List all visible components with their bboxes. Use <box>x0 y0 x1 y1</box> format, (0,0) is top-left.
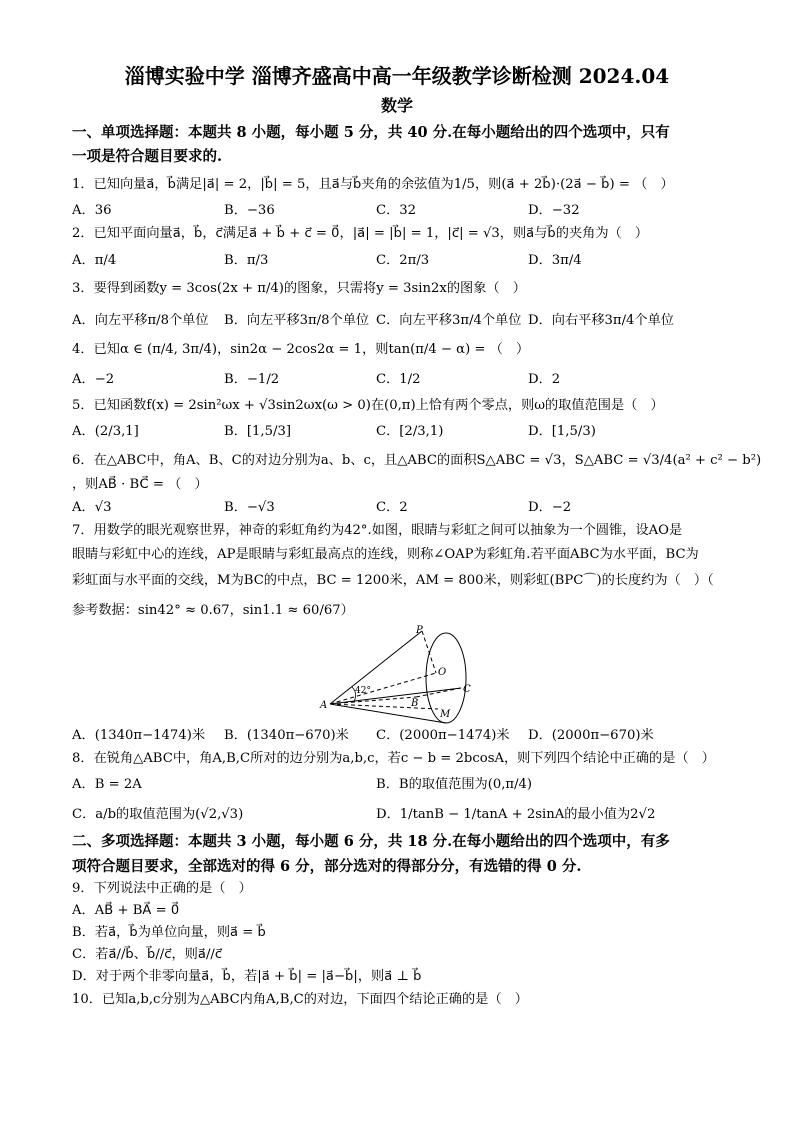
q6-option-c: C．2 <box>376 500 408 515</box>
label-b: B <box>411 698 419 709</box>
q2-stem: 2．已知平面向量a⃗，b⃗，c⃗满足a⃗ + b⃗ + c⃗ = 0⃗，|a⃗| = |b⃗| = 1，|c⃗| = √3，则a⃗与b⃗的夹角为（ ） <box>72 226 649 241</box>
q1-option-b: B．−36 <box>224 203 275 218</box>
q8-option-b: B．B的取值范围为(0,π/4) <box>376 777 533 792</box>
q10-stem: 10．已知a,b,c分别为△ABC内角A,B,C的对边，下面四个结论正确的是（ ） <box>72 992 528 1007</box>
q2-option-c: C．2π/3 <box>376 253 430 268</box>
q3-option-b: B．向左平移3π/8个单位 <box>224 313 370 328</box>
q2-option-a: A．π/4 <box>72 253 117 268</box>
q5-stem: 5．已知函数f(x) = 2sin²ωx + √3sin2ωx(ω > 0)在(0,π)上恰有两个零点，则ω的取值范围是（ ） <box>72 398 664 413</box>
section1-heading-line1: 一、单项选择题：本题共 8 小题，每小题 5 分，共 40 分.在每小题给出的四个选项中，只有 <box>72 124 670 141</box>
section1-heading-line2: 一项是符合题目要求的. <box>72 148 223 165</box>
q8-option-d: D．1/tanB − 1/tanA + 2sinA的最小值为2√2 <box>376 807 656 822</box>
q7-option-b: B．(1340π−670)米 <box>224 728 349 743</box>
q3-option-a: A．向左平移π/8个单位 <box>72 313 209 328</box>
q5-option-d: D．[1,5/3) <box>528 424 596 439</box>
label-o: O <box>438 667 447 678</box>
line-ab <box>330 697 416 704</box>
q3-option-c: C．向左平移3π/4个单位 <box>376 313 522 328</box>
q1-option-d: D．−32 <box>528 203 580 218</box>
exam-title: 淄博实验中学 淄博齐盛高中高一年级教学诊断检测 2024.04 <box>124 64 670 88</box>
q7-stem-line3: 彩虹面与水平面的交线，M为BC的中点，BC = 1200米，AM = 800米，则彩虹(BPC⌒)的长度约为（ ）（ <box>72 573 714 588</box>
label-a: A <box>320 700 328 711</box>
section2-heading-line2: 项符合题目要求，全部选对的得 6 分，部分选对的得部分分，有选错的得 0 分. <box>72 858 582 875</box>
q1-option-c: C．32 <box>376 203 417 218</box>
q6-stem-line2: ，则AB⃗ · BC⃗ = （ ） <box>72 477 208 492</box>
q1-option-a: A．36 <box>72 203 112 218</box>
exam-subject: 数学 <box>380 96 413 115</box>
q3-option-d: D．向右平移3π/4个单位 <box>528 313 674 328</box>
q6-option-a: A．√3 <box>72 500 112 515</box>
label-m: M <box>440 709 451 720</box>
line-ao <box>330 673 436 704</box>
q4-option-c: C．1/2 <box>376 372 421 387</box>
q6-option-d: D．−2 <box>528 500 572 515</box>
q5-option-a: A．(2/3,1] <box>72 424 139 439</box>
q2-option-b: B．π/3 <box>224 253 269 268</box>
q8-option-a: A．B = 2A <box>72 777 142 792</box>
q7-option-d: D．(2000π−670)米 <box>528 728 654 743</box>
q5-option-c: C．[2/3,1) <box>376 424 444 439</box>
q7-option-c: C．(2000π−1474)米 <box>376 728 510 743</box>
line-ac <box>330 688 461 704</box>
q4-stem: 4．已知α ∈ (π/4, 3π/4)，sin2α − 2cos2α = 1，则tan(π/4 − α) = （ ） <box>72 342 530 357</box>
q7-stem-line1: 7．用数学的眼光观察世界，神奇的彩虹角约为42°.如图，眼睛与彩虹之间可以抽象为一个圆锥，设AO是 <box>72 523 683 538</box>
q4-option-b: B．−1/2 <box>224 372 280 387</box>
q9-option-c: C．若a⃗//b⃗、b⃗//c⃗，则a⃗//c⃗ <box>72 947 223 962</box>
q1-stem: 1．已知向量a⃗，b⃗满足|a⃗| = 2，|b⃗| = 5，且a⃗与b⃗夹角的余弦值为1/5，则(a⃗ + 2b⃗)·(2a⃗ − b⃗) = （ ） <box>72 177 674 192</box>
q5-option-b: B．[1,5/3] <box>224 424 291 439</box>
label-c: C <box>463 684 471 695</box>
q2-option-d: D．3π/4 <box>528 253 582 268</box>
q9-option-a: A．AB⃗ + BA⃗ = 0⃗ <box>72 903 180 918</box>
q8-option-c: C．a/b的取值范围为(√2,√3) <box>72 807 244 822</box>
q6-option-b: B．−√3 <box>224 500 275 515</box>
rainbow-cone-figure <box>318 625 478 725</box>
q7-stem-line2: 眼睛与彩虹中心的连线，AP是眼睛与彩虹最高点的连线，则称∠OAP为彩虹角.若平面ABC为水平面，BC为 <box>72 547 699 562</box>
section2-heading-line1: 二、多项选择题：本题共 3 小题，每小题 6 分，共 18 分.在每小题给出的四个选项中，有多 <box>72 833 670 850</box>
q8-stem: 8．在锐角△ABC中，角A,B,C所对的边分别为a,b,c，若c − b = 2bcosA，则下列四个结论中正确的是（ ） <box>72 751 715 766</box>
label-angle: 42° <box>355 686 371 696</box>
q9-stem: 9．下列说法中正确的是（ ） <box>72 881 252 896</box>
q9-option-d: D．对于两个非零向量a⃗，b⃗，若|a⃗ + b⃗| = |a⃗−b⃗|，则a⃗ ⊥ b⃗ <box>72 969 422 984</box>
q7-option-a: A．(1340π−1474)米 <box>72 728 206 743</box>
q3-stem: 3．要得到函数y = 3cos(2x + π/4)的图象，只需将y = 3sin2x的图象（ ） <box>72 281 526 296</box>
q7-stem-line4: 参考数据：sin42° ≈ 0.67，sin1.1 ≈ 60/67） <box>72 603 354 618</box>
q4-option-a: A．−2 <box>72 372 115 387</box>
line-ap <box>330 631 422 704</box>
q9-option-b: B．若a⃗，b⃗为单位向量，则a⃗ = b⃗ <box>72 925 266 940</box>
label-p: P <box>416 625 423 636</box>
q4-option-d: D．2 <box>528 372 561 387</box>
q6-stem-line1: 6．在△ABC中，角A、B、C的对边分别为a、b、c，且△ABC的面积S△ABC = √3，S△ABC = √3/4(a² + c² − b²) <box>72 453 762 468</box>
line-po <box>422 631 436 673</box>
